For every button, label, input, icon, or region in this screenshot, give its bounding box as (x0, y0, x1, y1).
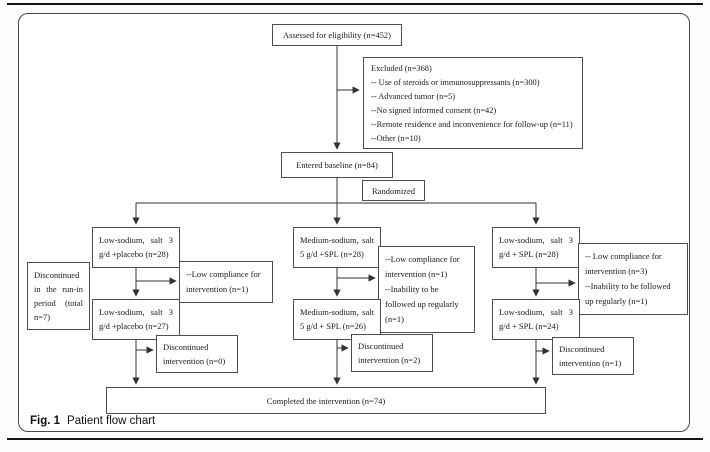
arm2-dropout-box (378, 246, 475, 333)
arm3-dropout-reason: --Inability to be followed up regularly (n=1) (585, 281, 671, 306)
caption-label: Fig. 1 (30, 415, 61, 427)
arm3-allocation-label: Low-sodium, salt 3 g/d + SPL (n=28) (499, 235, 573, 259)
completed-label: Completed the intervention (n=74) (266, 395, 386, 406)
entered-baseline-box (281, 152, 393, 178)
arm1-dropout-box (179, 261, 273, 303)
arm3-dropout-reason: -- Low compliance for intervention (n=3) (585, 251, 662, 276)
completed-box (106, 387, 546, 414)
arm3-continued-box (492, 299, 580, 340)
arm1-allocation-label: Low-sodium, salt 3 g/d +placebo (n=28) (99, 235, 173, 259)
excluded-reason: --Other (n=10) (371, 134, 421, 143)
excluded-reason: -- Advanced tumor (n=5) (371, 92, 456, 101)
arm2-dropout-reason: --Low compliance for intervention (n=1) (385, 254, 460, 279)
assessed-eligibility-label: Assessed for eligibility (n=452) (283, 30, 391, 40)
excluded-reason: -- Use of steroids or immunosuppressants (n=300) (371, 78, 540, 87)
excluded-reason: --Remote residence and inconvenience for follow-up (n=11) (371, 120, 573, 129)
excluded-box (363, 57, 583, 149)
arm1-continued-box (92, 299, 180, 340)
arm1-allocation-box (92, 227, 180, 268)
assessed-eligibility-box (272, 24, 402, 46)
top-rule (7, 3, 703, 5)
arm1-continued-label: Low-sodium, salt 3 g/d +placebo (n=27) (99, 307, 173, 331)
randomized-box (362, 180, 425, 201)
arm1-dropout-reason: --Low compliance for intervention (n=1) (186, 269, 261, 294)
excluded-title: Excluded (n=368) (371, 64, 432, 73)
arm2-dropout-reason: --Inability to be followed up regularly (n=1) (385, 284, 459, 324)
run-in-discontinued-label: Discontinued in the run-in period (total n=7) (34, 270, 83, 322)
arm2-discontinued-label: Discontinued intervention (n=2) (358, 341, 421, 365)
arm1-discontinued-label: Discontinued intervention (n=0) (163, 342, 226, 366)
arm2-continued-label: Medium-sodium, salt 5 g/d + SPL (n=26) (300, 307, 374, 331)
bottom-rule (7, 438, 703, 440)
arm2-allocation-box (293, 227, 381, 268)
caption-title: Patient flow chart (67, 415, 156, 427)
arm3-allocation-box (492, 227, 580, 268)
entered-baseline-label: Entered baseline (n=84) (296, 160, 378, 170)
arm3-discontinued-box (552, 337, 634, 375)
arm2-discontinued-box (351, 334, 433, 372)
excluded-reason: --No signed informed consent (n=42) (371, 106, 497, 115)
arm1-discontinued-box (156, 335, 238, 373)
arm3-discontinued-label: Discontinued intervention (n=1) (559, 344, 622, 368)
run-in-discontinued-box (27, 262, 90, 330)
arm3-dropout-box (578, 243, 688, 315)
figure-caption (30, 415, 155, 427)
randomized-label: Randomized (372, 185, 415, 196)
arm2-allocation-label: Medium-sodium, salt 5 g/d +SPL (n=28) (300, 235, 374, 259)
arm3-continued-label: Low-sodium, salt 3 g/d + SPL (n=24) (499, 307, 573, 331)
